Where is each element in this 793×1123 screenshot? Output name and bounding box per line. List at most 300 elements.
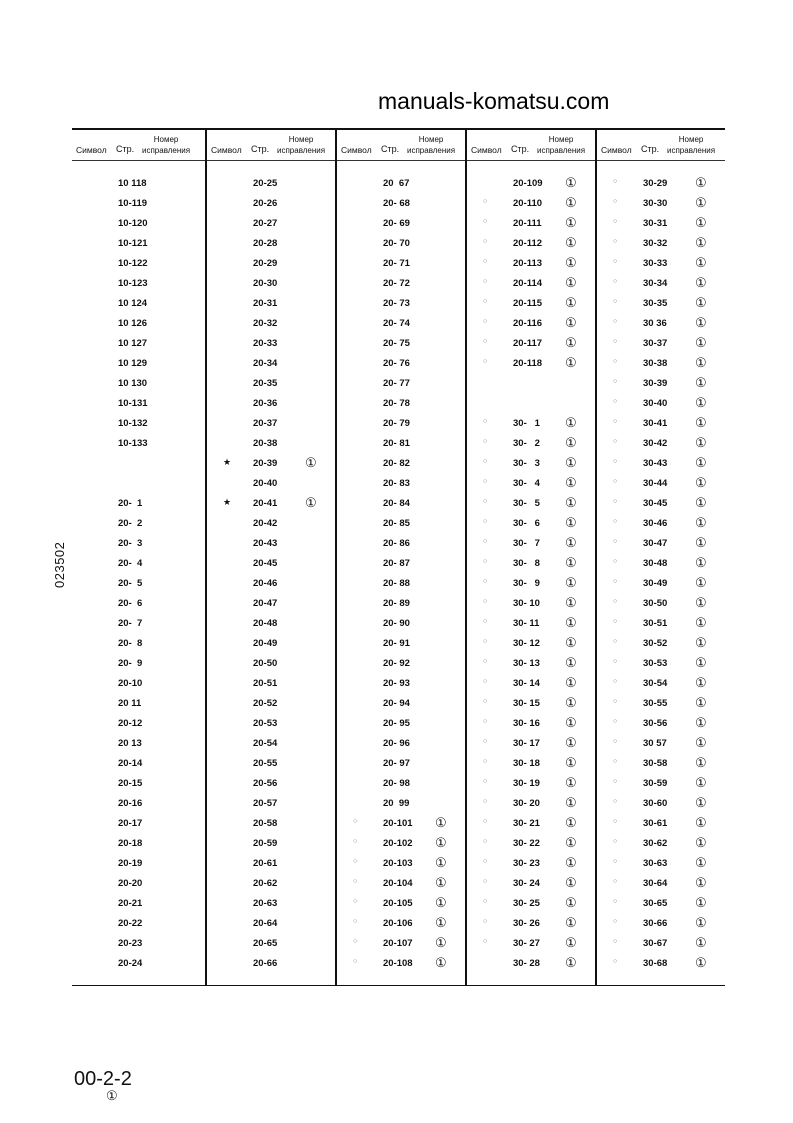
table-row [337, 614, 467, 634]
table-row [597, 274, 727, 294]
page-ref: 20- 89 [383, 598, 410, 609]
table-row [337, 574, 467, 594]
revision-mark: ① [565, 695, 577, 710]
page-ref: 20-57 [253, 798, 278, 809]
table-row [72, 534, 202, 554]
page-ref: 20- 73 [383, 298, 410, 309]
revision-mark: ① [565, 735, 577, 750]
table-row [72, 494, 202, 514]
page-ref: 30- 12 [513, 638, 540, 649]
page-ref: 20-63 [253, 898, 278, 909]
table-row [467, 834, 597, 854]
page-ref: 20-118 [513, 358, 543, 369]
symbol-mark: ○ [483, 818, 488, 825]
page-ref: 30- 5 [513, 498, 540, 509]
page-ref: 20- 90 [383, 618, 410, 629]
revision-mark: ① [565, 495, 577, 510]
header-revision-line2: исправления [277, 146, 326, 155]
header-symbol: Символ [76, 145, 107, 155]
table-row [207, 274, 337, 294]
symbol-mark: ○ [483, 198, 488, 205]
table-row [207, 234, 337, 254]
page-ref: 20- 85 [383, 518, 410, 529]
table-row [337, 514, 467, 534]
table-row [337, 414, 467, 434]
revision-mark: ① [695, 895, 707, 910]
table-row [467, 354, 597, 374]
table-row [597, 174, 727, 194]
page-ref: 30- 21 [513, 818, 540, 829]
page-ref: 20- 7 [118, 618, 143, 629]
page-ref: 20-29 [253, 258, 278, 269]
header-page: Стр. [641, 144, 660, 154]
symbol-mark: ○ [613, 618, 618, 625]
page-ref: 20-37 [253, 418, 278, 429]
revision-table [72, 128, 725, 986]
page-ref: 30-65 [643, 898, 668, 909]
page-ref: 30 57 [643, 738, 667, 749]
symbol-mark: ○ [483, 458, 488, 465]
table-row [207, 514, 337, 534]
table-row [597, 714, 727, 734]
page-ref: 20- 86 [383, 538, 410, 549]
symbol-mark: ○ [613, 818, 618, 825]
page-ref: 20-66 [253, 958, 278, 969]
revision-mark: ① [695, 635, 707, 650]
page-ref: 20-56 [253, 778, 278, 789]
page-ref: 20- 5 [118, 578, 143, 589]
page-ref: 30- 3 [513, 458, 540, 469]
page-ref: 30-34 [643, 278, 668, 289]
revision-mark: ① [305, 495, 317, 510]
table-row [467, 814, 597, 834]
table-row [597, 494, 727, 514]
symbol-mark: ○ [613, 918, 618, 925]
table-row [597, 614, 727, 634]
page-ref: 30- 15 [513, 698, 540, 709]
table-row [72, 874, 202, 894]
table-row [207, 454, 337, 474]
symbol-mark: ○ [483, 638, 488, 645]
side-code: 023502 [52, 541, 67, 588]
page-ref: 20-31 [253, 298, 278, 309]
page-ref: 20- 75 [383, 338, 410, 349]
table-row [72, 954, 202, 974]
symbol-mark: ○ [613, 678, 618, 685]
page-ref: 30-30 [643, 198, 668, 209]
page-ref: 10 129 [118, 358, 148, 369]
page-ref: 30- 25 [513, 898, 540, 909]
table-row [467, 294, 597, 314]
table-row [207, 354, 337, 374]
page-ref: 30- 6 [513, 518, 540, 529]
table-row [467, 594, 597, 614]
table-row [467, 694, 597, 714]
symbol-mark: ○ [483, 658, 488, 665]
page-ref: 20-49 [253, 638, 278, 649]
table-row [337, 634, 467, 654]
revision-mark: ① [435, 835, 447, 850]
table-row [597, 214, 727, 234]
table-row [207, 374, 337, 394]
header-symbol: Символ [601, 145, 632, 155]
table-row [337, 654, 467, 674]
page-ref: 20- 71 [383, 258, 410, 269]
table-row [72, 514, 202, 534]
table-row [467, 874, 597, 894]
symbol-mark: ○ [483, 838, 488, 845]
page-ref: 20 11 [118, 698, 142, 709]
page-ref: 20-61 [253, 858, 278, 869]
page-ref: 20- 91 [383, 638, 410, 649]
page-ref: 20-107 [383, 938, 413, 949]
page-ref: 30-33 [643, 258, 668, 269]
symbol-mark: ○ [483, 278, 488, 285]
revision-mark: ① [565, 355, 577, 370]
revision-mark: ① [695, 315, 707, 330]
table-row [207, 914, 337, 934]
page-ref: 20-55 [253, 758, 278, 769]
page-ref: 20-110 [513, 198, 543, 209]
table-row [597, 834, 727, 854]
table-row [467, 274, 597, 294]
symbol-mark: ○ [613, 318, 618, 325]
revision-mark: ① [695, 415, 707, 430]
symbol-mark: ○ [613, 498, 618, 505]
page-ref: 30-60 [643, 798, 668, 809]
symbol-mark: ○ [613, 578, 618, 585]
symbol-mark: ○ [483, 678, 488, 685]
table-row [467, 954, 597, 974]
page-ref: 20- 4 [118, 558, 143, 569]
page-ref: 20- 87 [383, 558, 410, 569]
header-symbol: Символ [471, 145, 502, 155]
revision-mark: ① [565, 655, 577, 670]
page-ref: 30-64 [643, 878, 668, 889]
page-ref: 30- 20 [513, 798, 540, 809]
symbol-mark: ○ [613, 798, 618, 805]
symbol-mark: ○ [483, 938, 488, 945]
page-ref: 20-32 [253, 318, 278, 329]
table-row [207, 874, 337, 894]
page-ref: 10-120 [118, 218, 148, 229]
page-number: 00-2-2 [74, 1068, 132, 1090]
symbol-mark: ○ [353, 818, 358, 825]
table-row [72, 574, 202, 594]
page-ref: 20- 6 [118, 598, 143, 609]
page-ref: 30- 28 [513, 958, 540, 969]
revision-mark: ① [695, 195, 707, 210]
table-row [337, 394, 467, 414]
table-row [467, 734, 597, 754]
symbol-mark: ○ [613, 338, 618, 345]
page-ref: 10-119 [118, 198, 148, 209]
table-column-4 [465, 128, 597, 986]
revision-mark: ① [565, 615, 577, 630]
page-ref: 20-112 [513, 238, 543, 249]
symbol-mark: ○ [483, 918, 488, 925]
table-row [72, 354, 202, 374]
table-row [467, 754, 597, 774]
symbol-mark: ○ [483, 338, 488, 345]
table-row [207, 174, 337, 194]
table-row [597, 534, 727, 554]
revision-mark: ① [695, 755, 707, 770]
page-ref: 30- 18 [513, 758, 540, 769]
symbol-mark: ○ [483, 498, 488, 505]
table-row [337, 594, 467, 614]
page-ref: 30- 7 [513, 538, 540, 549]
table-row [467, 494, 597, 514]
table-row [597, 294, 727, 314]
symbol-mark: ○ [613, 258, 618, 265]
page-ref: 20- 74 [383, 318, 410, 329]
revision-mark: ① [695, 215, 707, 230]
page-ref: 30-67 [643, 938, 668, 949]
page-ref: 20-109 [513, 178, 543, 189]
table-row [597, 334, 727, 354]
page-ref: 10-131 [118, 398, 148, 409]
table-row [597, 354, 727, 374]
symbol-mark: ○ [483, 478, 488, 485]
header-revision [537, 134, 585, 156]
revision-mark: ① [565, 815, 577, 830]
table-row [337, 494, 467, 514]
table-row [337, 294, 467, 314]
page-ref: 20-45 [253, 558, 278, 569]
page-ref: 20-10 [118, 678, 143, 689]
table-row [337, 694, 467, 714]
table-row [337, 874, 467, 894]
symbol-mark: ○ [483, 778, 488, 785]
revision-mark: ① [695, 695, 707, 710]
page-ref: 20-64 [253, 918, 278, 929]
revision-mark: ① [435, 855, 447, 870]
page-ref: 30-42 [643, 438, 668, 449]
revision-mark: ① [565, 835, 577, 850]
page-ref: 20- 76 [383, 358, 410, 369]
table-row [337, 334, 467, 354]
symbol-mark: ○ [613, 238, 618, 245]
symbol-mark: ○ [483, 618, 488, 625]
table-row [337, 754, 467, 774]
page-ref: 10-122 [118, 258, 148, 269]
revision-mark: ① [305, 455, 317, 470]
revision-mark: ① [695, 495, 707, 510]
table-row [337, 794, 467, 814]
page-ref: 20-46 [253, 578, 278, 589]
page-ref: 20-16 [118, 798, 143, 809]
page-ref: 20- 72 [383, 278, 410, 289]
page-ref: 30- 26 [513, 918, 540, 929]
page-ref: 20- 83 [383, 478, 410, 489]
header-revision-line1: Номер [548, 135, 574, 144]
table-row [337, 554, 467, 574]
symbol-mark: ○ [483, 598, 488, 605]
table-row [72, 714, 202, 734]
revision-mark: ① [695, 915, 707, 930]
header-revision-line2: исправления [667, 146, 716, 155]
page-ref: 30- 8 [513, 558, 540, 569]
table-row [337, 254, 467, 274]
revision-mark: ① [435, 815, 447, 830]
page-ref: 30-61 [643, 818, 668, 829]
table-row [72, 654, 202, 674]
table-row [467, 334, 597, 354]
page-ref: 30-63 [643, 858, 668, 869]
page-ref: 20- 69 [383, 218, 410, 229]
table-row [337, 814, 467, 834]
symbol-mark: ○ [613, 398, 618, 405]
revision-mark: ① [695, 235, 707, 250]
table-row [207, 314, 337, 334]
symbol-mark: ★ [223, 497, 232, 507]
symbol-mark: ○ [483, 438, 488, 445]
page-ref: 20- 95 [383, 718, 410, 729]
table-column-2 [205, 128, 337, 986]
table-row [207, 814, 337, 834]
page-ref: 20-50 [253, 658, 278, 669]
header-symbol: Символ [341, 145, 372, 155]
page-ref: 30-43 [643, 458, 668, 469]
revision-mark: ① [695, 815, 707, 830]
page-ref: 30-51 [643, 618, 668, 629]
watermark: manuals-komatsu.com [378, 88, 610, 114]
page-ref: 20- 97 [383, 758, 410, 769]
table-row [597, 194, 727, 214]
symbol-mark: ○ [483, 258, 488, 265]
symbol-mark: ○ [613, 658, 618, 665]
table-row [337, 894, 467, 914]
symbol-mark: ○ [613, 958, 618, 965]
page-ref: 30-40 [643, 398, 668, 409]
table-row [207, 474, 337, 494]
page-ref: 30-59 [643, 778, 668, 789]
revision-mark: ① [695, 435, 707, 450]
symbol-mark: ○ [483, 758, 488, 765]
page-ref: 20- 68 [383, 198, 410, 209]
page-ref: 30- 22 [513, 838, 540, 849]
header-revision [667, 134, 715, 156]
page-ref: 20-20 [118, 878, 143, 889]
page-ref: 30-54 [643, 678, 668, 689]
header-page: Стр. [116, 144, 135, 154]
page-ref: 20-42 [253, 518, 278, 529]
page-ref: 20-47 [253, 598, 278, 609]
revision-mark: ① [435, 955, 447, 970]
table-row [337, 234, 467, 254]
table-row [207, 954, 337, 974]
symbol-mark: ○ [483, 698, 488, 705]
page-ref: 20 13 [118, 738, 142, 749]
table-row [337, 834, 467, 854]
table-row [72, 894, 202, 914]
symbol-mark: ○ [483, 298, 488, 305]
page-ref: 20-12 [118, 718, 143, 729]
revision-mark: ① [695, 875, 707, 890]
table-row [597, 394, 727, 414]
page-ref: 20- 70 [383, 238, 410, 249]
table-row [207, 594, 337, 614]
symbol-mark: ○ [483, 558, 488, 565]
table-row [72, 554, 202, 574]
revision-mark: ① [695, 575, 707, 590]
page-ref: 20-114 [513, 278, 543, 289]
page-ref: 10 118 [118, 178, 147, 189]
revision-mark: ① [565, 855, 577, 870]
symbol-mark: ○ [483, 718, 488, 725]
revision-mark: ① [695, 735, 707, 750]
table-row [72, 754, 202, 774]
table-row [337, 274, 467, 294]
page-ref: 30-44 [643, 478, 668, 489]
page-ref: 10-123 [118, 278, 148, 289]
column-header [467, 134, 597, 160]
page-ref: 20-26 [253, 198, 278, 209]
table-row [207, 674, 337, 694]
header-revision-line1: Номер [418, 135, 444, 144]
table-row [467, 934, 597, 954]
header-revision-line1: Номер [678, 135, 704, 144]
page-ref: 20-104 [383, 878, 413, 889]
table-row [467, 454, 597, 474]
page-ref: 30-56 [643, 718, 668, 729]
page-ref: 30-53 [643, 658, 668, 669]
page-ref: 20-101 [383, 818, 413, 829]
table-row [337, 534, 467, 554]
table-row [207, 834, 337, 854]
table-row [597, 514, 727, 534]
table-row [72, 694, 202, 714]
table-row [207, 554, 337, 574]
revision-mark: ① [565, 675, 577, 690]
symbol-mark: ○ [613, 698, 618, 705]
symbol-mark: ○ [483, 858, 488, 865]
table-row [207, 694, 337, 714]
page-ref: 20-40 [253, 478, 278, 489]
table-row [207, 614, 337, 634]
revision-mark: ① [695, 775, 707, 790]
column-header [597, 134, 727, 160]
page-ref: 20-33 [253, 338, 278, 349]
revision-mark: ① [565, 235, 577, 250]
revision-mark: ① [695, 475, 707, 490]
table-row [207, 894, 337, 914]
page-ref: 20- 79 [383, 418, 410, 429]
page-ref: 20-25 [253, 178, 278, 189]
page-ref: 20-14 [118, 758, 143, 769]
revision-mark: ① [435, 875, 447, 890]
symbol-mark: ○ [613, 218, 618, 225]
page-ref: 20-105 [383, 898, 413, 909]
revision-mark: ① [695, 595, 707, 610]
revision-mark: ① [695, 335, 707, 350]
table-column-3 [335, 128, 467, 986]
symbol-mark: ○ [613, 858, 618, 865]
table-row [597, 854, 727, 874]
page-ref: 30- 16 [513, 718, 540, 729]
header-revision [142, 134, 190, 156]
symbol-mark: ○ [483, 798, 488, 805]
table-column-1 [72, 128, 202, 986]
symbol-mark: ○ [483, 318, 488, 325]
table-row [467, 614, 597, 634]
table-row [597, 414, 727, 434]
table-row [597, 754, 727, 774]
header-revision [407, 134, 455, 156]
revision-mark: ① [565, 755, 577, 770]
table-row [72, 594, 202, 614]
